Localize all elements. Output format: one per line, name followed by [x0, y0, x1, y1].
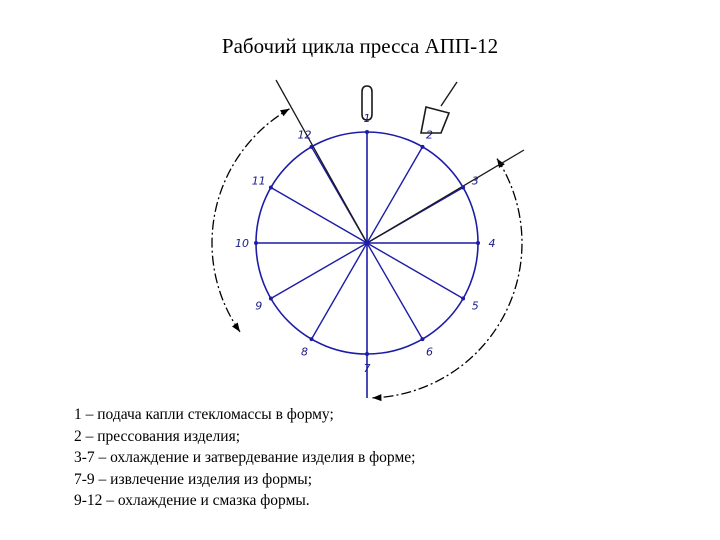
position-label: 10 [235, 237, 249, 250]
cycle-axes [256, 80, 524, 398]
position-label: 4 [488, 237, 496, 250]
position-label: 12 [297, 128, 312, 142]
legend-item: 7-9 – извлечение изделия из формы; [74, 470, 313, 488]
position-mark [461, 297, 465, 301]
legend [74, 404, 415, 512]
position-mark [365, 130, 369, 134]
arc-arrow [372, 394, 381, 401]
position-label: 6 [426, 345, 433, 359]
position-mark [269, 297, 273, 301]
position-label: 9 [255, 299, 263, 313]
spoke-line [271, 188, 367, 244]
position-mark [269, 186, 273, 190]
lubrication-arc [212, 109, 290, 332]
spoke-line [367, 243, 463, 299]
position-mark [310, 145, 314, 149]
legend-item: 9-12 – охлаждение и смазка формы. [74, 492, 310, 509]
position-label: 2 [426, 128, 433, 142]
position-label: 3 [471, 174, 479, 188]
position-mark [310, 337, 314, 341]
plunger-pointer [441, 82, 457, 106]
position-label: 1 [363, 112, 371, 125]
position-mark [476, 241, 480, 245]
spoke-line [312, 243, 368, 339]
legend-item: 3-7 – охлаждение и затвердевание изделия в форме; [74, 449, 416, 466]
position-mark [365, 352, 369, 356]
diagram-title: Рабочий цикла пресса АПП-12 [221, 34, 499, 58]
position-mark [461, 186, 465, 190]
arc-arrow [232, 323, 240, 332]
spoke-line [271, 243, 367, 299]
position-mark [421, 145, 425, 149]
position-label: 5 [471, 299, 479, 313]
position-mark [254, 241, 258, 245]
spoke-line [367, 147, 423, 243]
arc-arrow [280, 109, 290, 117]
legend-item: 1 – подача капли стекломассы в форму; [74, 406, 334, 423]
center-dot [365, 241, 370, 246]
spoke-line [367, 243, 423, 339]
position-label: 7 [363, 362, 371, 375]
position-mark [421, 337, 425, 341]
legend-item: 2 – прессования изделия; [74, 427, 241, 445]
position-label: 11 [251, 174, 266, 188]
diagonal-line-left [276, 80, 367, 243]
position-label: 8 [301, 345, 308, 359]
